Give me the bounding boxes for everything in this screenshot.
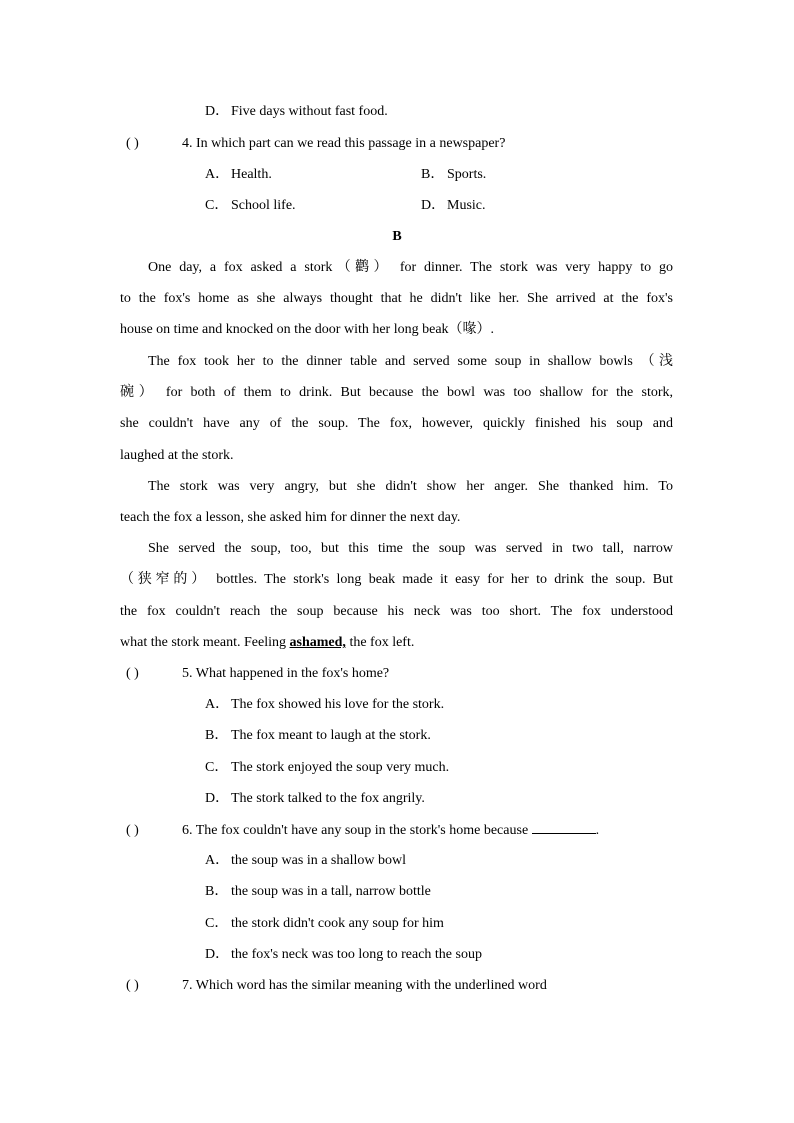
option-text: The fox meant to laugh at the stork. bbox=[231, 728, 431, 743]
option-label: D． bbox=[421, 198, 446, 213]
q5-option-c bbox=[205, 758, 449, 778]
q3-option-d bbox=[205, 102, 388, 122]
passage-text: what the stork meant. Feeling bbox=[120, 635, 290, 650]
option-label: A． bbox=[205, 167, 230, 182]
option-label: C． bbox=[205, 198, 229, 213]
passage-line bbox=[120, 633, 414, 653]
question-stem: 6. The fox couldn't have any soup in the stork's home because bbox=[182, 823, 529, 838]
option-text: The stork enjoyed the soup very much. bbox=[231, 760, 450, 775]
q4-option-b bbox=[421, 165, 486, 185]
q6-option-d bbox=[205, 945, 482, 965]
passage-line: house on time and knocked on the door with her long beak（喙）. bbox=[120, 322, 495, 337]
answer-parentheses[interactable]: ( ) bbox=[126, 978, 139, 993]
question-4 bbox=[126, 134, 505, 154]
passage-line: （狭窄的） bottles. The stork's long beak made it easy for her to drink the soup. But bbox=[120, 572, 673, 587]
q5-option-b bbox=[205, 726, 431, 746]
answer-parentheses[interactable]: ( ) bbox=[126, 136, 139, 151]
answer-parentheses[interactable]: ( ) bbox=[126, 823, 139, 838]
passage-line: laughed at the stork. bbox=[120, 448, 234, 463]
answer-parentheses[interactable]: ( ) bbox=[126, 666, 139, 681]
q5-option-a bbox=[205, 695, 444, 715]
q4-option-d bbox=[421, 196, 486, 216]
passage-line: One day, a fox asked a stork（鹳） for dinner. The stork was very happy to go bbox=[148, 260, 673, 275]
option-text: Health. bbox=[231, 167, 272, 182]
option-text: School life. bbox=[231, 198, 296, 213]
question-end-punct: . bbox=[595, 823, 600, 838]
passage-text: the fox left. bbox=[345, 635, 415, 650]
question-stem: 5. What happened in the fox's home? bbox=[182, 666, 390, 681]
underlined-word: ashamed, bbox=[289, 635, 346, 650]
question-5 bbox=[126, 664, 389, 684]
option-label: C． bbox=[205, 760, 229, 775]
q4-option-a bbox=[205, 165, 272, 185]
option-label: A． bbox=[205, 853, 230, 868]
question-7 bbox=[126, 976, 547, 996]
option-text: the soup was in a shallow bowl bbox=[231, 853, 406, 868]
passage-line: she couldn't have any of the soup. The fox, however, quickly finished his soup and bbox=[120, 416, 673, 431]
option-text: the fox's neck was too long to reach the soup bbox=[231, 947, 482, 962]
option-text: Five days without fast food. bbox=[231, 104, 388, 119]
q6-option-a bbox=[205, 851, 406, 871]
q4-option-c bbox=[205, 196, 296, 216]
answer-blank[interactable] bbox=[532, 820, 596, 834]
question-stem: 4. In which part can we read this passage in a newspaper? bbox=[182, 136, 506, 151]
q6-option-b bbox=[205, 882, 431, 902]
option-text: The stork talked to the fox angrily. bbox=[231, 791, 425, 806]
passage-line: She served the soup, too, but this time the soup was served in two tall, narrow bbox=[148, 541, 673, 556]
question-stem: 7. Which word has the similar meaning with the underlined word bbox=[182, 978, 547, 993]
option-label: B． bbox=[205, 728, 229, 743]
option-label: A． bbox=[205, 697, 230, 712]
option-text: The fox showed his love for the stork. bbox=[231, 697, 445, 712]
option-label: D． bbox=[205, 791, 230, 806]
option-label: D． bbox=[205, 104, 230, 119]
question-6 bbox=[126, 820, 599, 840]
option-label: B． bbox=[205, 884, 229, 899]
passage-line: The stork was very angry, but she didn't show her anger. She thanked him. To bbox=[148, 479, 673, 494]
passage-line: The fox took her to the dinner table and served some soup in shallow bowls （浅 bbox=[148, 354, 673, 369]
q6-option-c bbox=[205, 914, 444, 934]
passage-line: teach the fox a lesson, she asked him for dinner the next day. bbox=[120, 510, 461, 525]
passage-line: the fox couldn't reach the soup because his neck was too short. The fox understood bbox=[120, 604, 673, 619]
option-label: B． bbox=[421, 167, 445, 182]
option-label: D． bbox=[205, 947, 230, 962]
option-label: C． bbox=[205, 916, 229, 931]
option-text: Sports. bbox=[447, 167, 487, 182]
q5-option-d bbox=[205, 789, 425, 809]
option-text: the soup was in a tall, narrow bottle bbox=[231, 884, 431, 899]
passage-line: to the fox's home as she always thought that he didn't like her. She arrived at the fox's bbox=[120, 291, 673, 306]
section-heading: B bbox=[392, 229, 402, 244]
option-text: Music. bbox=[447, 198, 486, 213]
option-text: the stork didn't cook any soup for him bbox=[231, 916, 444, 931]
passage-line: 碗） for both of them to drink. But because the bowl was too shallow for the stork, bbox=[120, 385, 673, 400]
